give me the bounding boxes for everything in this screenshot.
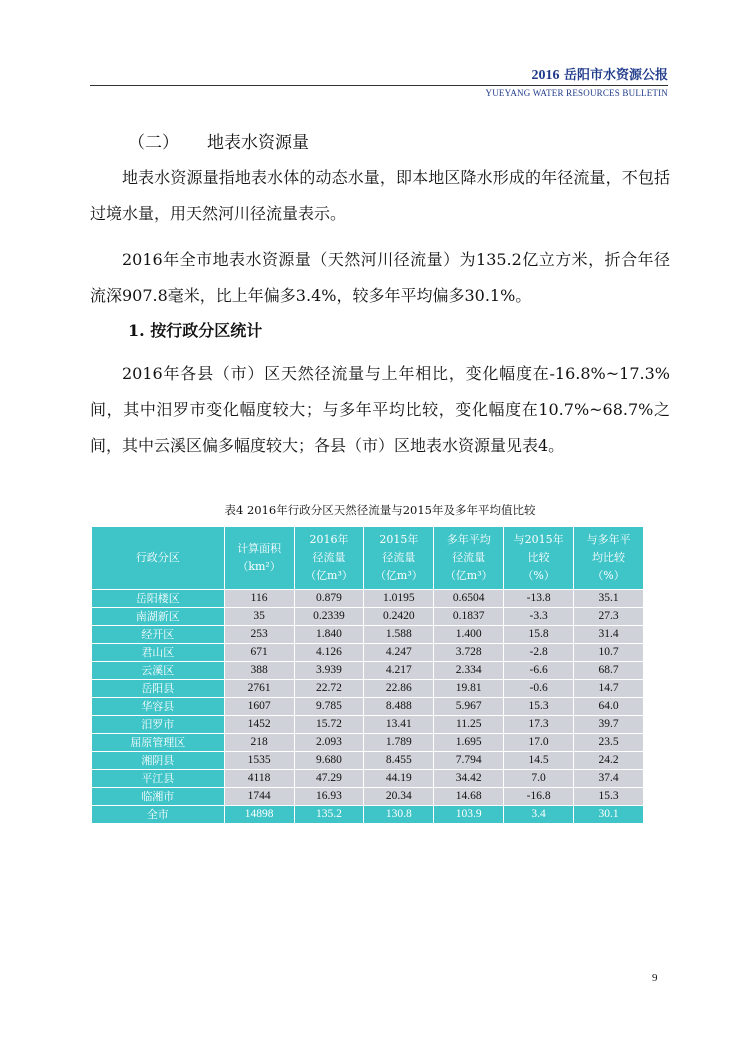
- table-cell: 4.247: [364, 644, 434, 662]
- table-cell: 2.093: [294, 734, 364, 752]
- section-number: （二）: [128, 133, 179, 153]
- table-cell: 3.939: [294, 662, 364, 680]
- district-name: 屈原管理区: [92, 734, 225, 752]
- table-cell: 103.9: [434, 806, 504, 824]
- bulletin-title: [90, 68, 668, 84]
- table-header-line: （km²）: [237, 560, 281, 573]
- table-header-line: （%）: [522, 569, 555, 582]
- table-header-row: [92, 527, 644, 590]
- table-cell: -3.3: [504, 608, 574, 626]
- section-heading: [128, 128, 309, 153]
- table-cell: 14.7: [574, 680, 644, 698]
- subsection-heading: 1. 按行政分区统计: [128, 321, 263, 340]
- district-name: 汨罗市: [92, 716, 225, 734]
- table-cell: 1452: [224, 716, 294, 734]
- table-total-row: [92, 806, 644, 824]
- table-cell: 23.5: [574, 734, 644, 752]
- district-name: 经开区: [92, 626, 225, 644]
- district-name: 临湘市: [92, 788, 225, 806]
- table-cell: 0.879: [294, 590, 364, 608]
- table-cell: -6.6: [504, 662, 574, 680]
- table-row: [92, 626, 644, 644]
- table-cell: 35.1: [574, 590, 644, 608]
- table-cell: -2.8: [504, 644, 574, 662]
- table-cell: 130.8: [364, 806, 434, 824]
- table-cell: 8.488: [364, 698, 434, 716]
- table-cell: 3.728: [434, 644, 504, 662]
- district-name: 平江县: [92, 770, 225, 788]
- table-cell: 22.72: [294, 680, 364, 698]
- table-header-cell: [364, 527, 434, 590]
- table-cell: 39.7: [574, 716, 644, 734]
- page-number: 9: [652, 972, 658, 984]
- table-cell: 13.41: [364, 716, 434, 734]
- table-cell: 1744: [224, 788, 294, 806]
- table-header-line: 与2015年: [513, 533, 564, 546]
- table-header-line: （%）: [592, 569, 625, 582]
- table-cell: 14.5: [504, 752, 574, 770]
- table-cell: 22.86: [364, 680, 434, 698]
- table-row: [92, 680, 644, 698]
- table-cell: 37.4: [574, 770, 644, 788]
- table-cell: 31.4: [574, 626, 644, 644]
- table-cell: 1.0195: [364, 590, 434, 608]
- paragraph-definition: 地表水资源量指地表水体的动态水量，即本地区降水形成的年径流量，不包括过境水量，用天然河川径流量表示。: [90, 168, 670, 223]
- table-cell: 11.25: [434, 716, 504, 734]
- table-cell: 135.2: [294, 806, 364, 824]
- table-row: [92, 734, 644, 752]
- table-cell: 5.967: [434, 698, 504, 716]
- table-header-line: （亿m³）: [305, 569, 353, 582]
- table-row: [92, 590, 644, 608]
- table-cell: 14.68: [434, 788, 504, 806]
- table-caption: 表4 2016年行政分区天然径流量与2015年及多年平均值比较: [224, 503, 536, 517]
- table-header-line: 计算面积: [237, 542, 282, 555]
- table-header-line: （亿m³）: [444, 569, 493, 582]
- table-header-line: 径流量: [452, 551, 486, 564]
- header-rule: [90, 85, 668, 86]
- table-cell: -0.6: [504, 680, 574, 698]
- table-header-line: 2015年: [379, 533, 419, 546]
- runoff-comparison-table: [91, 526, 644, 824]
- table-row: [92, 752, 644, 770]
- table-cell: 68.7: [574, 662, 644, 680]
- page-header: [90, 68, 668, 98]
- table-row: [92, 644, 644, 662]
- table-cell: 671: [224, 644, 294, 662]
- table-cell: 9.680: [294, 752, 364, 770]
- table-header-line: 与多年平: [586, 533, 631, 546]
- table-cell: 34.42: [434, 770, 504, 788]
- table-row: [92, 608, 644, 626]
- district-name: 岳阳县: [92, 680, 225, 698]
- table-cell: 0.6504: [434, 590, 504, 608]
- table-cell: 1.400: [434, 626, 504, 644]
- table-row: [92, 716, 644, 734]
- table-header-line: 行政分区: [135, 551, 180, 564]
- table-row: [92, 698, 644, 716]
- table-cell: 15.3: [574, 788, 644, 806]
- table-cell: 44.19: [364, 770, 434, 788]
- table-cell: 8.455: [364, 752, 434, 770]
- district-name: 云溪区: [92, 662, 225, 680]
- table-cell: 15.3: [504, 698, 574, 716]
- district-name: 华容县: [92, 698, 225, 716]
- table-cell: 1607: [224, 698, 294, 716]
- table-cell: 10.7: [574, 644, 644, 662]
- table-cell: 4118: [224, 770, 294, 788]
- table-cell: 116: [224, 590, 294, 608]
- table-header-cell: [294, 527, 364, 590]
- table-cell: 30.1: [574, 806, 644, 824]
- table-cell: 1535: [224, 752, 294, 770]
- table-cell: 47.29: [294, 770, 364, 788]
- table-cell: 16.93: [294, 788, 364, 806]
- table-cell: 14898: [224, 806, 294, 824]
- table-cell: 20.34: [364, 788, 434, 806]
- table-cell: 9.785: [294, 698, 364, 716]
- table-cell: -13.8: [504, 590, 574, 608]
- table-cell: 15.72: [294, 716, 364, 734]
- table-cell: 27.3: [574, 608, 644, 626]
- district-name: 岳阳楼区: [92, 590, 225, 608]
- table-cell: 35: [224, 608, 294, 626]
- table-row: [92, 770, 644, 788]
- table-cell: 17.3: [504, 716, 574, 734]
- bulletin-year: 2016: [531, 68, 560, 83]
- table-cell: 0.2420: [364, 608, 434, 626]
- table-cell: 4.217: [364, 662, 434, 680]
- table-cell: 17.0: [504, 734, 574, 752]
- table-cell: 64.0: [574, 698, 644, 716]
- district-name: 全市: [92, 806, 225, 824]
- table-header-cell: [434, 527, 504, 590]
- table-cell: 2761: [224, 680, 294, 698]
- table-cell: 0.1837: [434, 608, 504, 626]
- table-cell: 218: [224, 734, 294, 752]
- table-header-line: 径流量: [382, 551, 416, 564]
- table-header-cell: [92, 527, 225, 590]
- table-cell: 1.695: [434, 734, 504, 752]
- table-row: [92, 788, 644, 806]
- table-cell: 7.794: [434, 752, 504, 770]
- table-cell: 15.8: [504, 626, 574, 644]
- table-cell: 388: [224, 662, 294, 680]
- district-name: 湘阴县: [92, 752, 225, 770]
- table-header-line: 比较: [527, 551, 550, 564]
- table-header-cell: [224, 527, 294, 590]
- table-cell: 4.126: [294, 644, 364, 662]
- bulletin-title-en: YUEYANG WATER RESOURCES BULLETIN: [485, 88, 668, 98]
- table-header-line: 径流量: [312, 551, 346, 564]
- table-cell: 2.334: [434, 662, 504, 680]
- table-header-line: 均比较: [592, 551, 626, 564]
- table-row: [92, 662, 644, 680]
- district-name: 南湖新区: [92, 608, 225, 626]
- table-cell: 24.2: [574, 752, 644, 770]
- bulletin-title-cn: 岳阳市水资源公报: [563, 68, 668, 83]
- table-header-line: （亿m³）: [374, 569, 423, 582]
- table-cell: 3.4: [504, 806, 574, 824]
- table-header-cell: [574, 527, 644, 590]
- table-cell: -16.8: [504, 788, 574, 806]
- table-header-line: 多年平均: [446, 533, 491, 546]
- district-name: 君山区: [92, 644, 225, 662]
- paragraph-county-change: 2016年各县（市）区天然径流量与上年相比，变化幅度在-16.8%~17.3%间，其中汨罗市变化幅度较大；与多年平均比较，变化幅度在10.7%~68.7%之间，其中云溪区偏多幅度较大；各县（市）区地表水资源量见表4。: [90, 364, 670, 455]
- table-cell: 1.789: [364, 734, 434, 752]
- table-cell: 0.2339: [294, 608, 364, 626]
- table-cell: 19.81: [434, 680, 504, 698]
- paragraph-summary: 2016年全市地表水资源量（天然河川径流量）为135.2亿立方米，折合年径流深907.8毫米，比上年偏多3.4%，较多年平均偏多30.1%。: [90, 250, 670, 305]
- table-cell: 253: [224, 626, 294, 644]
- section-title: 地表水资源量: [207, 133, 309, 153]
- table-cell: 1.840: [294, 626, 364, 644]
- table-header-line: 2016年: [309, 533, 349, 546]
- table-cell: 1.588: [364, 626, 434, 644]
- table-header-cell: [504, 527, 574, 590]
- table-cell: 7.0: [504, 770, 574, 788]
